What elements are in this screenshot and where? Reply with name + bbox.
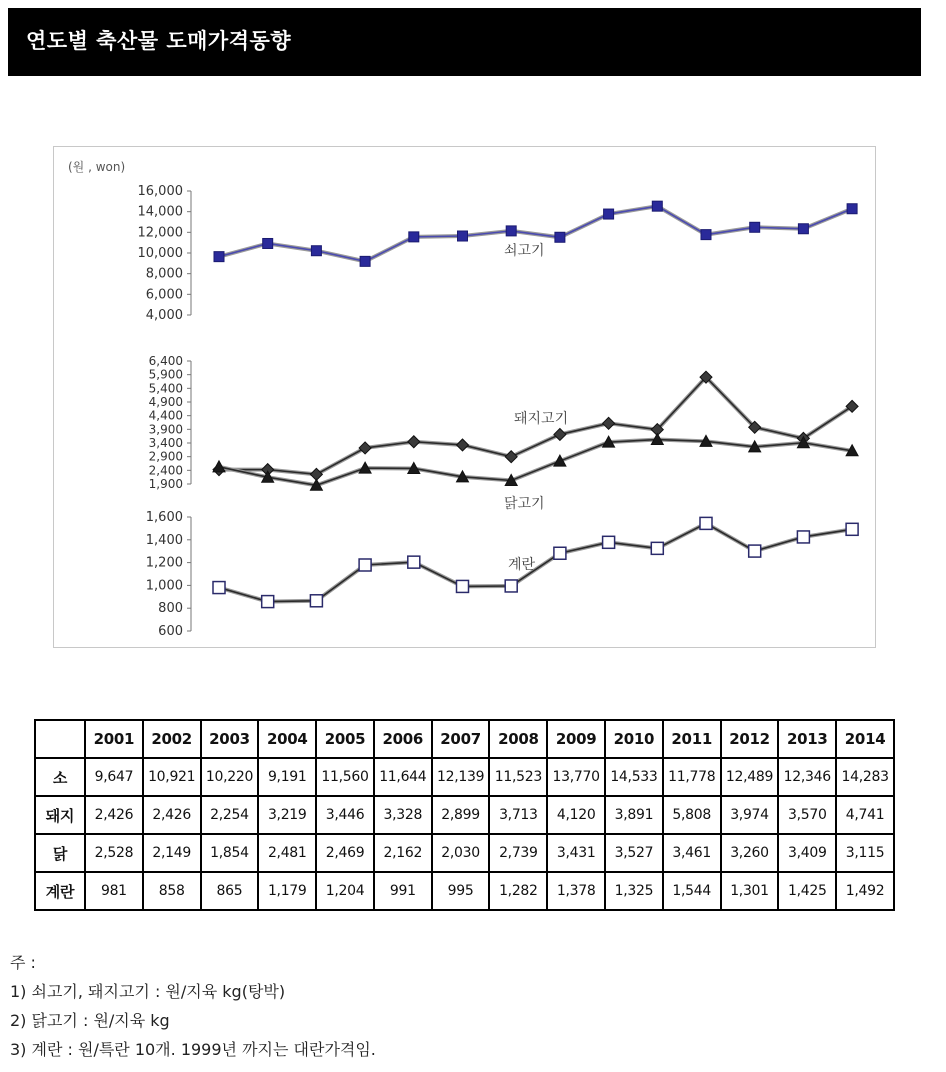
y-tick-label: 3,400 bbox=[148, 436, 183, 450]
table-cell: 1,204 bbox=[316, 872, 374, 910]
table-cell: 5,808 bbox=[663, 796, 721, 834]
table-cell: 14,283 bbox=[836, 758, 894, 796]
y-tick-label: 1,400 bbox=[145, 532, 183, 548]
data-point-open-square bbox=[749, 545, 761, 557]
table-cell: 2,528 bbox=[85, 834, 143, 872]
page-title: 연도별 축산물 도매가격동향 bbox=[8, 8, 921, 76]
table-cell: 2,254 bbox=[201, 796, 259, 834]
data-point-open-square bbox=[700, 517, 712, 529]
data-point-square bbox=[506, 226, 516, 236]
table-col-header: 2013 bbox=[778, 720, 836, 758]
y-tick-label: 14,000 bbox=[137, 204, 183, 220]
y-tick-label: 2,400 bbox=[148, 463, 183, 478]
table-cell: 1,492 bbox=[836, 872, 894, 910]
data-point-open-square bbox=[505, 580, 517, 592]
y-tick-label: 1,900 bbox=[148, 477, 183, 491]
table-cell: 3,974 bbox=[721, 796, 779, 834]
table-cell: 3,446 bbox=[316, 796, 374, 834]
data-point-square bbox=[798, 224, 808, 234]
table-cell: 2,149 bbox=[143, 834, 201, 872]
table-col-header: 2005 bbox=[316, 720, 374, 758]
y-tick-label: 12,000 bbox=[137, 225, 183, 241]
data-point-square bbox=[750, 222, 760, 232]
y-tick-label: 8,000 bbox=[145, 266, 183, 282]
table-cell: 10,921 bbox=[143, 758, 201, 796]
data-point-square bbox=[701, 230, 711, 240]
y-tick-label: 6,000 bbox=[145, 287, 183, 303]
table-col-header: 2007 bbox=[432, 720, 490, 758]
y-tick-label: 6,400 bbox=[148, 354, 183, 368]
table-cell: 2,899 bbox=[432, 796, 490, 834]
table-cell: 12,489 bbox=[721, 758, 779, 796]
data-point-open-square bbox=[310, 595, 322, 607]
table-cell: 11,778 bbox=[663, 758, 721, 796]
table-cell: 9,191 bbox=[258, 758, 316, 796]
table-cell: 2,739 bbox=[489, 834, 547, 872]
table-cell: 3,219 bbox=[258, 796, 316, 834]
table-cell: 3,527 bbox=[605, 834, 663, 872]
table-cell: 981 bbox=[85, 872, 143, 910]
series-label: 닭고기 bbox=[504, 496, 545, 512]
table-row-label: 소 bbox=[35, 758, 85, 796]
series-line-halo bbox=[219, 523, 852, 601]
data-point-square bbox=[652, 201, 662, 211]
table-col-header: 2008 bbox=[489, 720, 547, 758]
data-point-diamond bbox=[408, 436, 420, 448]
table-cell: 2,162 bbox=[374, 834, 432, 872]
series-label: 쇠고기 bbox=[504, 243, 545, 259]
table-cell: 2,030 bbox=[432, 834, 490, 872]
data-point-open-square bbox=[213, 582, 225, 594]
data-point-open-square bbox=[651, 542, 663, 554]
data-point-open-square bbox=[359, 559, 371, 571]
series-line bbox=[219, 523, 852, 601]
table-row-label: 닭 bbox=[35, 834, 85, 872]
table-row bbox=[35, 872, 894, 910]
table-col-header: 2004 bbox=[258, 720, 316, 758]
table-cell: 4,120 bbox=[547, 796, 605, 834]
table-cell: 10,220 bbox=[201, 758, 259, 796]
table-row bbox=[35, 796, 894, 834]
note-beef-pork: 1) 쇠고기, 돼지고기 : 원/지육 kg(탕박) bbox=[10, 982, 286, 1001]
table-cell: 1,301 bbox=[721, 872, 779, 910]
data-point-square bbox=[263, 238, 273, 248]
data-point-square bbox=[604, 209, 614, 219]
data-point-square bbox=[458, 231, 468, 241]
table-cell: 3,570 bbox=[778, 796, 836, 834]
table-cell: 1,425 bbox=[778, 872, 836, 910]
table-cell: 3,328 bbox=[374, 796, 432, 834]
data-point-square bbox=[847, 204, 857, 214]
table-header-row bbox=[35, 720, 894, 758]
table-row bbox=[35, 758, 894, 796]
table-row-label: 돼지 bbox=[35, 796, 85, 834]
table-cell: 3,260 bbox=[721, 834, 779, 872]
y-tick-label: 4,000 bbox=[145, 308, 183, 323]
table-cell: 2,426 bbox=[143, 796, 201, 834]
table-cell: 1,854 bbox=[201, 834, 259, 872]
table-row-label: 계란 bbox=[35, 872, 85, 910]
note-egg: 3) 계란 : 원/특란 10개. 1999년 까지는 대란가격임. bbox=[10, 1040, 376, 1059]
data-point-diamond bbox=[457, 439, 469, 451]
table-cell: 12,139 bbox=[432, 758, 490, 796]
table-cell: 14,533 bbox=[605, 758, 663, 796]
table-col-header: 2002 bbox=[143, 720, 201, 758]
y-tick-label: 4,900 bbox=[148, 395, 183, 409]
table-col-header: 2010 bbox=[605, 720, 663, 758]
data-point-square bbox=[409, 232, 419, 242]
data-point-diamond bbox=[603, 417, 615, 429]
y-tick-label: 2,900 bbox=[148, 449, 183, 464]
table-cell: 1,282 bbox=[489, 872, 547, 910]
table-cell: 995 bbox=[432, 872, 490, 910]
price-table bbox=[34, 719, 895, 911]
table-corner-cell bbox=[35, 720, 85, 758]
price-chart-svg bbox=[54, 147, 877, 649]
data-point-open-square bbox=[262, 596, 274, 608]
note-heading: 주 : bbox=[10, 953, 36, 972]
data-point-open-square bbox=[554, 547, 566, 559]
table-col-header: 2014 bbox=[836, 720, 894, 758]
y-tick-label: 1,000 bbox=[145, 578, 183, 594]
data-point-square bbox=[311, 246, 321, 256]
table-cell: 2,469 bbox=[316, 834, 374, 872]
table-col-header: 2001 bbox=[85, 720, 143, 758]
data-point-square bbox=[214, 252, 224, 262]
table-cell: 3,431 bbox=[547, 834, 605, 872]
table-cell: 9,647 bbox=[85, 758, 143, 796]
table-cell: 3,409 bbox=[778, 834, 836, 872]
data-point-diamond bbox=[554, 428, 566, 440]
y-tick-label: 3,900 bbox=[148, 422, 183, 437]
table-cell: 865 bbox=[201, 872, 259, 910]
table-cell: 4,741 bbox=[836, 796, 894, 834]
table-cell: 1,544 bbox=[663, 872, 721, 910]
data-point-open-square bbox=[457, 580, 469, 592]
data-point-square bbox=[555, 232, 565, 242]
table-col-header: 2012 bbox=[721, 720, 779, 758]
data-point-diamond bbox=[505, 451, 517, 463]
series-label: 돼지고기 bbox=[514, 411, 569, 427]
table-cell: 13,770 bbox=[547, 758, 605, 796]
y-tick-label: 600 bbox=[158, 624, 183, 639]
table-cell: 3,713 bbox=[489, 796, 547, 834]
table-cell: 991 bbox=[374, 872, 432, 910]
table-cell: 3,115 bbox=[836, 834, 894, 872]
data-point-open-square bbox=[603, 536, 615, 548]
table-cell: 858 bbox=[143, 872, 201, 910]
table-cell: 11,644 bbox=[374, 758, 432, 796]
table-cell: 11,523 bbox=[489, 758, 547, 796]
table-cell: 2,426 bbox=[85, 796, 143, 834]
table-col-header: 2003 bbox=[201, 720, 259, 758]
y-tick-label: 16,000 bbox=[137, 184, 183, 199]
note-chicken: 2) 닭고기 : 원/지육 kg bbox=[10, 1011, 170, 1030]
y-tick-label: 1,600 bbox=[145, 510, 183, 525]
table-col-header: 2006 bbox=[374, 720, 432, 758]
y-tick-label: 5,400 bbox=[148, 381, 183, 396]
table-cell: 11,560 bbox=[316, 758, 374, 796]
table-col-header: 2011 bbox=[663, 720, 721, 758]
y-tick-label: 10,000 bbox=[137, 246, 183, 261]
table-row bbox=[35, 834, 894, 872]
series-label: 계란 bbox=[508, 557, 536, 573]
y-tick-label: 5,900 bbox=[148, 367, 183, 382]
data-point-open-square bbox=[797, 531, 809, 543]
data-point-square bbox=[360, 256, 370, 266]
table-col-header: 2009 bbox=[547, 720, 605, 758]
table-cell: 3,891 bbox=[605, 796, 663, 834]
table-cell: 1,378 bbox=[547, 872, 605, 910]
y-tick-label: 800 bbox=[158, 601, 183, 617]
table-cell: 1,325 bbox=[605, 872, 663, 910]
table-cell: 3,461 bbox=[663, 834, 721, 872]
price-chart bbox=[53, 146, 876, 648]
table-cell: 2,481 bbox=[258, 834, 316, 872]
y-tick-label: 1,200 bbox=[145, 555, 183, 571]
y-axis-unit-label: (원 , won) bbox=[68, 160, 126, 174]
notes bbox=[10, 948, 910, 1064]
table-cell: 1,179 bbox=[258, 872, 316, 910]
data-point-open-square bbox=[408, 556, 420, 568]
y-tick-label: 4,400 bbox=[148, 408, 183, 423]
table-cell: 12,346 bbox=[778, 758, 836, 796]
data-point-open-square bbox=[846, 523, 858, 535]
